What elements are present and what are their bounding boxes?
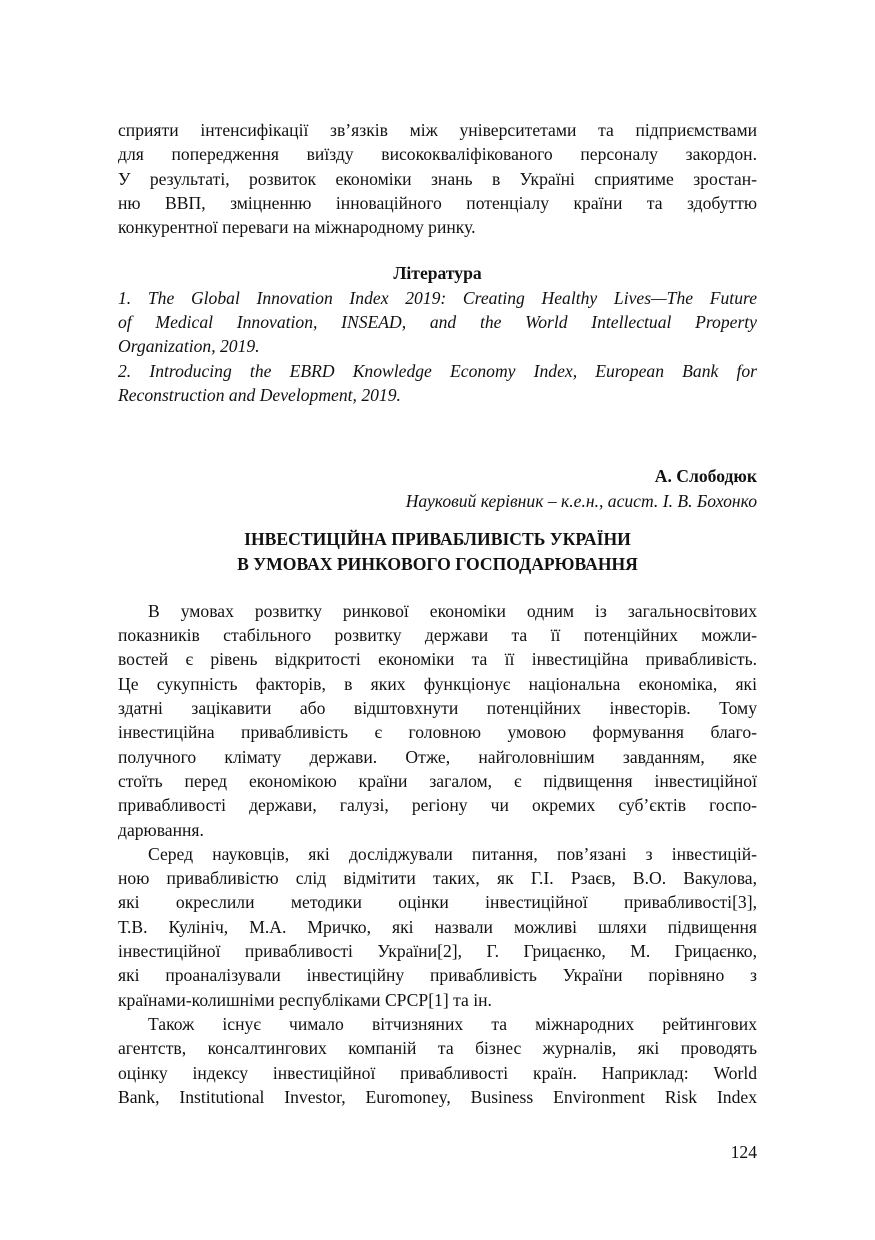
text-line: сприяти інтенсифікації зв’язків між університетами та підприємствами xyxy=(118,120,757,140)
text-line: які проаналізували інвестиційну привабливість України порівняно з xyxy=(118,965,757,986)
text-line: які окреслили методики оцінки інвестиційної привабливості[3], xyxy=(118,892,757,913)
title-line: В УМОВАХ РИНКОВОГО ГОСПОДАРЮВАННЯ xyxy=(237,553,638,574)
intro-paragraph xyxy=(118,118,757,239)
text-line: Bank, Institutional Investor, Euromoney, Business Environment Risk Index xyxy=(118,1086,757,1107)
text-line: ною привабливістю слід відмітити таких, як Г.І. Рзаєв, В.О. Вакулова, xyxy=(118,868,757,889)
reference-line: 2. Introducing the EBRD Knowledge Economy Index, European Bank for xyxy=(118,360,757,381)
text-line: Т.В. Кулініч, М.А. Мричко, які назвали можливі шляхи підвищення xyxy=(118,916,757,937)
supervisor-line: Науковий керівник – к.е.н., асист. І. В. Бохонко xyxy=(405,490,757,511)
references-section xyxy=(118,261,757,407)
text-line: дарювання. xyxy=(118,819,204,840)
title-line: ІНВЕСТИЦІЙНА ПРИВАБЛИВІСТЬ УКРАЇНИ xyxy=(244,528,631,549)
body-paragraph-1 xyxy=(118,599,757,842)
text-line: Також існує чимало вітчизняних та міжнародних рейтингових xyxy=(148,1013,757,1034)
references-heading: Література xyxy=(393,263,482,284)
text-line: показників стабільного розвитку держави та її потенційних можли- xyxy=(118,625,757,646)
author-block xyxy=(118,464,757,513)
text-line: інвестиційної привабливості України[2], Г. Грицаєнко, М. Грицаєнко, xyxy=(118,941,757,962)
text-line: агентств, консалтингових компаній та бізнес журналів, які проводять xyxy=(118,1038,757,1059)
body-paragraph-3 xyxy=(118,1012,757,1109)
text-line: конкурентної переваги на міжнародному ринку. xyxy=(118,217,476,238)
reference-line: 1. The Global Innovation Index 2019: Creating Healthy Lives—The Future xyxy=(118,287,757,308)
text-line: В умовах розвитку ринкової економіки одним із загальносвітових xyxy=(148,600,757,621)
body-paragraph-2 xyxy=(118,842,757,1012)
text-line: ню ВВП, зміцненню інноваційного потенціалу країни та здобуттю xyxy=(118,192,757,213)
reference-line: Reconstruction and Development, 2019. xyxy=(118,384,401,405)
text-line: стоїть перед економікою країни загалом, є підвищення інвестиційної xyxy=(118,770,757,791)
text-line: востей є рівень відкритості економіки та її інвестиційна привабливість. xyxy=(118,649,757,670)
reference-line: Organization, 2019. xyxy=(118,336,260,357)
text-line: інвестиційна привабливість є головною умовою формування благо- xyxy=(118,722,757,743)
text-line: привабливості держави, галузі, регіону чи окремих суб’єктів госпо- xyxy=(118,795,757,816)
text-line: У результаті, розвиток економіки знань в Україні сприятиме зростан- xyxy=(118,168,757,189)
text-line: для попередження виїзду висококваліфікованого персоналу закордон. xyxy=(118,144,757,165)
text-line: оцінку індексу інвестиційної привабливості країн. Наприклад: World xyxy=(118,1062,757,1083)
text-line: здатні зацікавити або відштовхнути потенційних інвесторів. Тому xyxy=(118,698,757,719)
text-line: получного клімату держави. Отже, найголовнішим завданням, яке xyxy=(118,746,757,767)
author-name: А. Слободюк xyxy=(654,466,757,487)
text-line: Серед науковців, які досліджували питання, пов’язані з інвестицій- xyxy=(148,843,757,864)
page-number: 124 xyxy=(730,1142,757,1162)
article-title xyxy=(118,527,757,577)
text-line: країнами-колишніми республіками СРСР[1] та ін. xyxy=(118,989,492,1010)
text-line: Це сукупність факторів, в яких функціонує національна економіка, які xyxy=(118,673,757,694)
reference-line: of Medical Innovation, INSEAD, and the World Intellectual Property xyxy=(118,312,757,333)
page-content xyxy=(118,118,757,1109)
